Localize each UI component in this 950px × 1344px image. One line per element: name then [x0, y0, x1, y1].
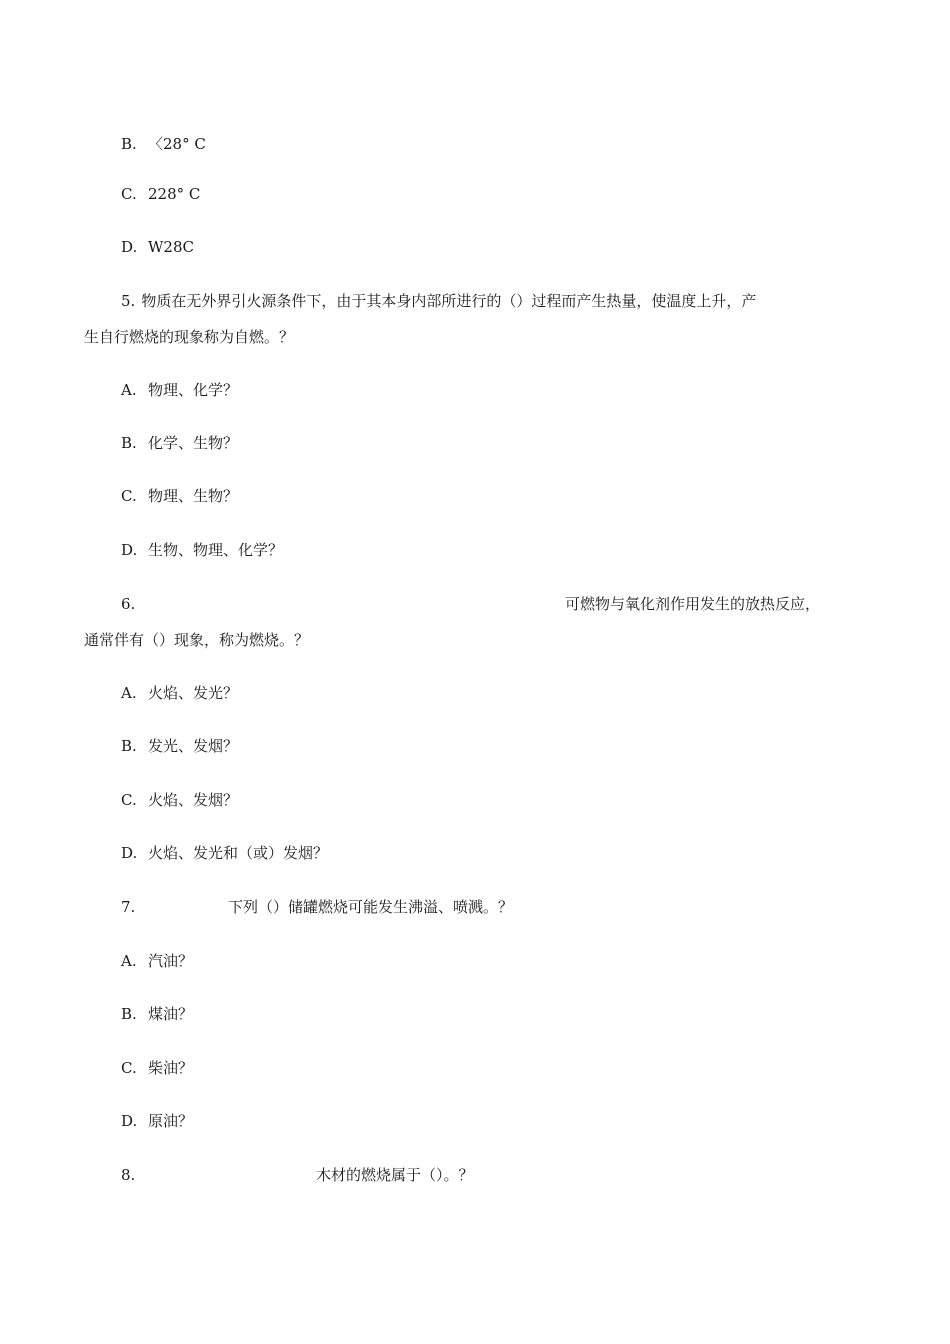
question-6-text: 可燃物与氧化剂作用发生的放热反应， [565, 595, 821, 613]
question-6-number: 6. [121, 595, 136, 613]
question-7-number: 7. [121, 898, 136, 916]
option-d: D. 火焰、发光和（或）发烟？ [121, 844, 329, 862]
option-a: A. 物理、化学？ [121, 381, 239, 399]
option-c: C. 柴油？ [121, 1059, 194, 1077]
option-a: A. 火焰、发光？ [121, 684, 239, 702]
option-d: D. W28C [121, 238, 194, 256]
option-c: C. 物理、生物？ [121, 487, 239, 505]
option-d: D. 生物、物理、化学？ [121, 541, 284, 559]
option-a: A. 汽油？ [121, 952, 194, 970]
question-8-number: 8. [121, 1166, 136, 1184]
option-b: B. 发光、发烟？ [121, 737, 239, 755]
option-b: B. 煤油？ [121, 1005, 194, 1023]
option-c: C. 228° C [121, 185, 201, 203]
question-6-continued: 通常伴有（）现象，称为燃烧。？ [84, 631, 310, 649]
option-b: B. 化学、生物？ [121, 434, 239, 452]
option-b: B. 〈28° C [121, 135, 206, 153]
question-8-text: 木材的燃烧属于（）。？ [316, 1166, 474, 1184]
question-5: 5. 物质在无外界引火源条件下，由于其本身内部所进行的（）过程而产生热量，使温度上升，产 [121, 292, 757, 310]
option-c: C. 火焰、发烟？ [121, 791, 239, 809]
option-d: D. 原油？ [121, 1112, 194, 1130]
question-5-continued: 生自行燃烧的现象称为自燃。？ [84, 328, 295, 346]
question-7-text: 下列（）储罐燃烧可能发生沸溢、喷溅。？ [228, 898, 514, 916]
